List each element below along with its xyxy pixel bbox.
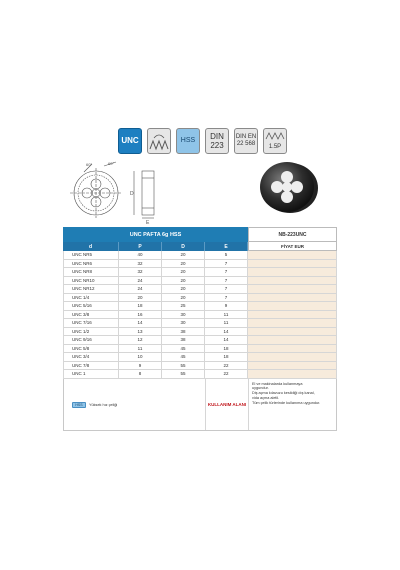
cell-pitch: 8: [119, 370, 162, 378]
note-line: uygundur.: [252, 386, 269, 391]
table-row: [63, 294, 337, 303]
price-cell: [248, 277, 337, 285]
table-row: [63, 251, 337, 260]
table-row: [63, 260, 337, 269]
feature-icons: [118, 128, 287, 154]
cell-diameter: 38: [162, 328, 205, 336]
table-footer: [63, 379, 337, 431]
price-header: FİYAT EUR: [248, 242, 337, 251]
table-row: [63, 277, 337, 286]
cell-pitch: 24: [119, 285, 162, 293]
cell-thickness: 22: [205, 362, 248, 370]
cell-thickness: 18: [205, 345, 248, 353]
pitch-label: 1.5P: [268, 144, 282, 150]
cell-diameter: 20: [162, 251, 205, 259]
table-header: [63, 227, 337, 242]
cell-pitch: 32: [119, 268, 162, 276]
price-cell: [248, 336, 337, 344]
table-row: [63, 285, 337, 294]
cell-size: UNC NR10: [63, 277, 119, 285]
legend-cell: [64, 379, 206, 430]
price-cell: [248, 260, 337, 268]
hss-label: HSS: [180, 136, 196, 144]
cell-pitch: 13: [119, 328, 162, 336]
cell-thickness: 11: [205, 311, 248, 319]
unc-label: UNC: [121, 136, 139, 146]
cell-size: UNC NR12: [63, 285, 119, 293]
din-en-label: DIN EN: [235, 134, 257, 141]
din-number: 223: [210, 141, 224, 150]
cell-thickness: 22: [205, 370, 248, 378]
cell-diameter: 55: [162, 370, 205, 378]
cell-size: UNC 5/8: [63, 345, 119, 353]
cell-thickness: 7: [205, 294, 248, 302]
cell-size: UNC 1/2: [63, 328, 119, 336]
cell-thickness: 7: [205, 268, 248, 276]
cell-pitch: 40: [119, 251, 162, 259]
cell-thickness: 11: [205, 319, 248, 327]
table-row: [63, 370, 337, 379]
cell-diameter: 20: [162, 294, 205, 302]
cell-size: UNC NR8: [63, 268, 119, 276]
cell-diameter: 25: [162, 302, 205, 310]
table-body: [63, 251, 337, 379]
diameter-label: D: [130, 191, 134, 197]
product-photo: [252, 160, 322, 214]
cell-diameter: 30: [162, 319, 205, 327]
cell-thickness: 7: [205, 277, 248, 285]
price-cell: [248, 311, 337, 319]
note-line: vida açma aletli.: [252, 396, 280, 401]
thread-angle-icon: [147, 128, 171, 154]
legend-text: Yüksek hız çeliği: [89, 402, 118, 407]
cell-size: UNC 1: [63, 370, 119, 378]
cell-size: UNC NR6: [63, 260, 119, 268]
cell-diameter: 20: [162, 285, 205, 293]
pitch-icon: [263, 128, 287, 154]
note-line: Diş açma kılavuzu kesildiği dış kanal,: [252, 391, 315, 396]
table-row: [63, 345, 337, 354]
cell-pitch: 16: [119, 311, 162, 319]
cell-thickness: 14: [205, 328, 248, 336]
price-cell: [248, 328, 337, 336]
cell-diameter: 20: [162, 277, 205, 285]
technical-drawing: [64, 160, 174, 226]
table-row: [63, 336, 337, 345]
cell-pitch: 12: [119, 336, 162, 344]
hss-badge: HSS: [72, 402, 86, 408]
hss-legend: [72, 402, 117, 408]
table-row: [63, 268, 337, 277]
cell-diameter: 45: [162, 345, 205, 353]
cell-thickness: 18: [205, 353, 248, 361]
price-cell: [248, 294, 337, 302]
din-label: DIN: [210, 131, 224, 141]
usage-area-label: KULLANIM ALANI: [207, 401, 247, 407]
cell-size: UNC 1/4: [63, 294, 119, 302]
note-line: El ve makinalarda kullanmaya: [252, 381, 303, 386]
col-diameter: D: [162, 242, 205, 251]
product-table: [63, 227, 337, 431]
price-cell: [248, 285, 337, 293]
cell-size: UNC 7/8: [63, 362, 119, 370]
price-cell: [248, 251, 337, 259]
cell-diameter: 55: [162, 362, 205, 370]
cell-thickness: 9: [205, 302, 248, 310]
cell-size: UNC 7/16: [63, 319, 119, 327]
cell-thickness: 5: [205, 251, 248, 259]
din-en-number: 22 568: [236, 141, 256, 147]
price-cell: [248, 353, 337, 361]
din-en-icon: [234, 128, 258, 154]
cell-thickness: 7: [205, 285, 248, 293]
usage-notes: [249, 379, 336, 430]
cell-size: UNC 9/16: [63, 336, 119, 344]
price-cell: [248, 370, 337, 378]
price-cell: [248, 319, 337, 327]
thickness-label: E: [146, 220, 150, 226]
cell-size: UNC NR5: [63, 251, 119, 259]
note-line: Tüm çelik türlerinde kullanıma uygundur.: [252, 401, 321, 406]
cell-diameter: 20: [162, 260, 205, 268]
cell-pitch: 11: [119, 345, 162, 353]
unc-icon: [118, 128, 142, 154]
column-headers: [63, 242, 337, 251]
price-cell: [248, 302, 337, 310]
angle-right-label: 60°: [108, 161, 115, 166]
table-title: UNC PAFTA 6g HSS: [63, 227, 248, 242]
usage-area-cell: [206, 379, 249, 430]
table-row: [63, 319, 337, 328]
cell-pitch: 10: [119, 353, 162, 361]
cell-pitch: 14: [119, 319, 162, 327]
cell-diameter: 38: [162, 336, 205, 344]
cell-thickness: 7: [205, 260, 248, 268]
hss-icon: [176, 128, 200, 154]
table-row: [63, 362, 337, 371]
cell-thickness: 14: [205, 336, 248, 344]
cell-diameter: 20: [162, 268, 205, 276]
cell-pitch: 20: [119, 294, 162, 302]
col-p: P: [119, 242, 162, 251]
table-row: [63, 328, 337, 337]
angle-top-label: 60°: [86, 162, 93, 167]
table-row: [63, 353, 337, 362]
cell-size: UNC 5/16: [63, 302, 119, 310]
price-cell: [248, 362, 337, 370]
col-d: d: [63, 242, 119, 251]
price-cell: [248, 268, 337, 276]
product-code: NB-223UNC: [248, 227, 337, 242]
cell-pitch: 18: [119, 302, 162, 310]
cell-diameter: 45: [162, 353, 205, 361]
cell-size: UNC 3/8: [63, 311, 119, 319]
col-e: E: [205, 242, 248, 251]
table-row: [63, 302, 337, 311]
cell-size: UNC 3/4: [63, 353, 119, 361]
din-223-icon: [205, 128, 229, 154]
table-row: [63, 311, 337, 320]
cell-pitch: 24: [119, 277, 162, 285]
cell-pitch: 9: [119, 362, 162, 370]
cell-diameter: 30: [162, 311, 205, 319]
cell-pitch: 32: [119, 260, 162, 268]
price-cell: [248, 345, 337, 353]
